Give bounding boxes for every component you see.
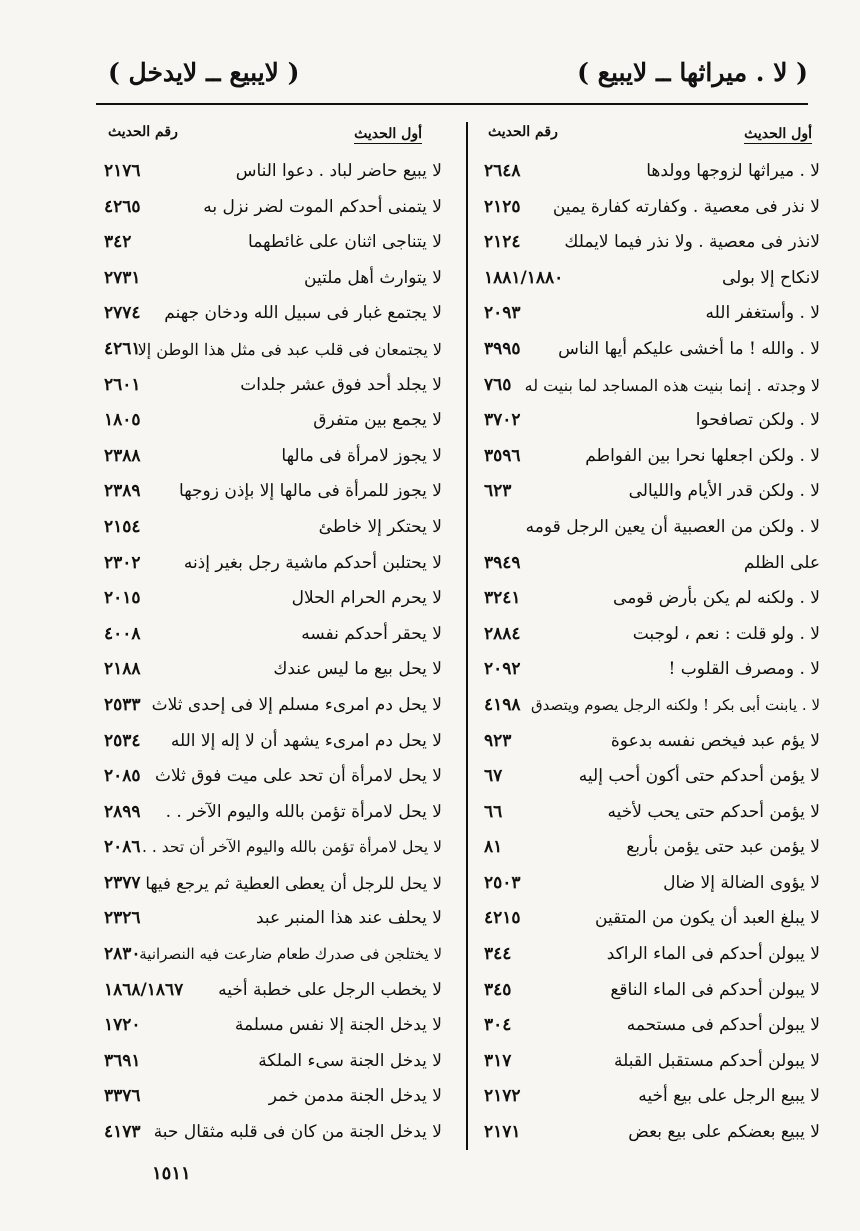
index-entry <box>480 332 820 368</box>
index-entry <box>480 1079 820 1115</box>
index-entry <box>480 759 820 795</box>
index-entry <box>100 368 456 404</box>
index-entry <box>100 901 456 937</box>
hadith-number: ٨١ <box>484 837 503 858</box>
index-entry <box>480 724 820 760</box>
hadith-start-text: لا يدخل الجنة إلا نفس مسلمة <box>234 1015 442 1036</box>
right-column-rows <box>480 154 820 1151</box>
index-entry <box>100 190 456 226</box>
hadith-start-text: لا يؤم عبد فيخص نفسه بدعوة <box>610 730 820 751</box>
hadith-number: ٦٦ <box>484 801 503 822</box>
hadith-start-text: لا يدخل الجنة من كان فى قلبه مثقال حبة <box>153 1122 442 1143</box>
hadith-number: ٢٦٠١ <box>104 374 141 395</box>
hadith-number: ٢٣٠٢ <box>104 552 141 573</box>
hadith-start-text: لا نذر فى معصية . وكفارته كفارة يمين <box>552 196 820 217</box>
hadith-start-text: لا يبولن أحدكم فى مستحمه <box>626 1015 820 1036</box>
index-entry <box>100 973 456 1009</box>
hadith-number: ٣٥٩٦ <box>484 445 521 466</box>
index-entry <box>100 830 456 866</box>
hadith-number-header: رقم الحديث <box>108 124 178 140</box>
hadith-number: ٦٢٣ <box>484 481 512 502</box>
index-entry <box>480 617 820 653</box>
hadith-start-text: لا يجلد أحد فوق عشر جلدات <box>240 374 442 395</box>
left-column <box>100 122 456 1151</box>
index-entry <box>480 510 820 546</box>
hadith-number: ٢٠٩٣ <box>484 303 521 324</box>
hadith-number: ٣٦٩١ <box>104 1050 141 1071</box>
hadith-number: ٢٨٩٩ <box>104 801 141 822</box>
hadith-start-text: لا يجوز للمرأة فى مالها إلا بإذن زوجها <box>179 481 442 502</box>
left-column-rows <box>100 154 456 1151</box>
hadith-start-text: لا يبولن أحدكم فى الماء الراكد <box>606 944 820 965</box>
hadith-number: ٢٣٢٦ <box>104 908 141 929</box>
hadith-number: ١٨٨١/١٨٨٠ <box>484 267 564 288</box>
hadith-number: ٣٤٥ <box>484 979 512 1000</box>
hadith-start-text: لا يتوارث أهل ملتين <box>304 267 442 288</box>
hadith-start-text: لا يحقر أحدكم نفسه <box>301 623 442 644</box>
hadith-number: ٢٥٣٣ <box>104 694 141 715</box>
hadith-start-text: لا . يابنت أبى بكر ! ولكنه الرجل يصوم ويتصدق <box>530 695 820 714</box>
hadith-number: ٢٥٣٤ <box>104 730 141 751</box>
hadith-start-text: لا يجوز لامرأة فى مالها <box>281 445 442 466</box>
hadith-number: ٢٧٧٤ <box>104 303 141 324</box>
hadith-start-text: لا . ومصرف القلوب ! <box>668 659 820 680</box>
hadith-start-text: لا يحل لامرأة أن تحد على ميت فوق ثلاث <box>155 766 442 787</box>
hadith-start-text: لا يحرم الحرام الحلال <box>291 588 442 609</box>
hadith-number: ٦٧ <box>484 766 503 787</box>
hadith-start-text: لا يحل دم امرىء مسلم إلا فى إحدى ثلاث <box>151 694 442 715</box>
hadith-start-text: لا وجدته . إنما بنيت هذه المساجد لما بنيت له <box>524 375 820 395</box>
index-entry <box>480 688 820 724</box>
header-right-title: ( لا . ميراثها ــ لايبيع ) <box>577 58 808 87</box>
index-entry <box>100 403 456 439</box>
index-entry <box>480 1008 820 1044</box>
right-column-header <box>480 122 820 154</box>
hadith-number: ٣٢٤١ <box>484 588 521 609</box>
hadith-number: ٣٤٤ <box>484 944 512 965</box>
hadith-start-text: لا . والله ! ما أخشى عليكم أيها الناس <box>558 338 820 359</box>
index-entry <box>480 225 820 261</box>
index-entry <box>480 1044 820 1080</box>
index-entry <box>100 937 456 973</box>
hadith-number: ١٧٢٠ <box>104 1015 141 1036</box>
hadith-number: ٢٨٣٠ <box>104 944 141 965</box>
hadith-start-text: لا يتناجى اثنان على غائطهما <box>248 232 442 253</box>
hadith-start-header: أول الحديث <box>354 126 422 142</box>
index-entry <box>480 937 820 973</box>
hadith-start-text: لا . ولكن تصافحوا <box>695 410 820 431</box>
hadith-start-text: لانذر فى معصية . ولا نذر فيما لايملك <box>564 232 820 253</box>
index-entry <box>480 296 820 332</box>
index-entry <box>480 830 820 866</box>
hadith-start-text: لا يبيع بعضكم على بيع بعض <box>628 1122 820 1143</box>
hadith-start-text: لا . ولكن اجعلها نحرا بين الفواطم <box>585 445 820 466</box>
index-entry <box>100 795 456 831</box>
hadith-start-text: لا يدخل الجنة مدمن خمر <box>268 1086 442 1107</box>
hadith-number: ١٨٠٥ <box>104 410 141 431</box>
hadith-start-text: لا يجتمع غبار فى سبيل الله ودخان جهنم <box>164 303 442 324</box>
hadith-number: ٢٣٧٧ <box>104 872 141 893</box>
header-left-title: ( لايبيع ــ لايدخل ) <box>108 58 300 87</box>
hadith-number: ٣٠٤ <box>484 1015 512 1036</box>
hadith-start-text: لا يؤمن أحدكم حتى يحب لأخيه <box>607 801 820 822</box>
index-entry <box>100 510 456 546</box>
hadith-start-text: لا يحل لامرأة تؤمن بالله واليوم الآخر . . <box>165 801 442 822</box>
hadith-start-text: لا يخطب الرجل على خطبة أخيه <box>218 979 442 1000</box>
index-entry <box>480 368 820 404</box>
index-entry <box>100 759 456 795</box>
hadith-start-text: لا . ولو قلت : نعم ، لوجبت <box>632 623 820 644</box>
hadith-number: ٣٣٧٦ <box>104 1086 141 1107</box>
hadith-start-text: لا يبولن أحدكم مستقبل القبلة <box>613 1050 820 1071</box>
hadith-number: ٣٩٤٩ <box>484 552 521 573</box>
hadith-start-text: لانكاح إلا بولى <box>721 267 820 288</box>
index-entry <box>480 795 820 831</box>
index-entry <box>480 474 820 510</box>
hadith-number: ٢٠١٥ <box>104 588 141 609</box>
index-entry <box>100 261 456 297</box>
right-column <box>480 122 820 1151</box>
hadith-start-text: لا يختلجن فى صدرك طعام ضارعت فيه النصرانية <box>139 945 442 964</box>
hadith-start-text: لا يجتمعان فى قلب عبد فى مثل هذا الوطن إلا <box>137 339 442 359</box>
index-entry <box>480 546 820 582</box>
index-entry <box>100 154 456 190</box>
index-entry <box>100 724 456 760</box>
hadith-number: ٢٠٨٦ <box>104 837 141 858</box>
hadith-start-text: لا يبيع الرجل على بيع أخيه <box>638 1086 820 1107</box>
index-entry <box>100 688 456 724</box>
index-entry <box>100 1044 456 1080</box>
hadith-number: ٢٣٨٨ <box>104 445 141 466</box>
hadith-number: ٤٢١٥ <box>484 908 521 929</box>
hadith-start-text: لا يتمنى أحدكم الموت لضر نزل به <box>203 196 442 217</box>
hadith-number: ٢١٧٦ <box>104 161 141 181</box>
index-entry <box>100 439 456 475</box>
page-number: ١٥١١ <box>152 1163 191 1184</box>
hadith-number: ٣١٧ <box>484 1050 512 1071</box>
hadith-number: ٢١٥٤ <box>104 516 141 537</box>
hadith-number: ٣٧٠٢ <box>484 410 521 431</box>
index-entry <box>100 1115 456 1151</box>
index-entry <box>100 866 456 902</box>
index-entry <box>480 154 820 190</box>
left-column-header <box>100 122 456 154</box>
index-entry <box>480 973 820 1009</box>
index-entry <box>480 439 820 475</box>
index-entry <box>100 652 456 688</box>
header-rule <box>96 103 808 105</box>
hadith-number: ٢٦٤٨ <box>484 161 521 181</box>
hadith-start-text: لا يحل للرجل أن يعطى العطية ثم يرجع فيها <box>145 873 442 893</box>
hadith-start-text: لا يحل لامرأة تؤمن بالله واليوم الآخر أن تحد . . <box>142 838 442 857</box>
hadith-start-text: لا . ولكن من العصبية أن يعين الرجل قومه <box>525 516 820 537</box>
index-entry <box>100 296 456 332</box>
index-entry <box>480 403 820 439</box>
hadith-start-text: لا يدخل الجنة سىء الملكة <box>258 1050 442 1071</box>
index-entry <box>100 332 456 368</box>
hadith-number: ٢١٧٢ <box>484 1086 521 1107</box>
index-entry <box>480 261 820 297</box>
hadith-number: ٤١٧٣ <box>104 1122 141 1143</box>
hadith-start-text: لا يؤوى الضالة إلا ضال <box>663 872 820 893</box>
hadith-number: ٢١٧١ <box>484 1122 521 1143</box>
index-entry <box>100 225 456 261</box>
index-entry <box>480 581 820 617</box>
hadith-number: ٧٦٥ <box>484 374 512 395</box>
hadith-start-text: لا . ولكنه لم يكن بأرض قومى <box>613 588 820 609</box>
hadith-number: ٢١٨٨ <box>104 659 141 680</box>
hadith-number: ٢١٢٥ <box>484 196 521 217</box>
column-divider <box>466 122 468 1150</box>
hadith-start-text: لا يجمع بين متفرق <box>313 410 442 431</box>
hadith-start-text: لا يؤمن عبد حتى يؤمن بأربع <box>626 837 820 858</box>
hadith-start-text: لا يبولن أحدكم فى الماء الناقع <box>610 979 820 1000</box>
index-entry <box>100 581 456 617</box>
index-entry <box>100 1008 456 1044</box>
hadith-number: ٢٥٠٣ <box>484 872 521 893</box>
hadith-number: ٢٧٣١ <box>104 267 141 288</box>
index-entry <box>480 190 820 226</box>
hadith-number: ٤١٩٨ <box>484 694 521 715</box>
index-entry <box>480 1115 820 1151</box>
index-entry <box>480 901 820 937</box>
index-entry <box>100 546 456 582</box>
hadith-start-text: لا . ميراثها لزوجها وولدها <box>646 161 820 181</box>
hadith-number: ٤٢٦٥ <box>104 196 141 217</box>
index-entry <box>100 1079 456 1115</box>
hadith-start-text: لا يحتكر إلا خاطئ <box>318 516 442 537</box>
hadith-start-text: لا . ولكن قدر الأيام والليالى <box>628 481 820 502</box>
hadith-number: ٤٢٦١ <box>104 338 141 359</box>
hadith-start-text: لا يبيع حاضر لباد . دعوا الناس <box>235 161 442 181</box>
hadith-start-header: أول الحديث <box>744 126 812 142</box>
index-entry <box>480 652 820 688</box>
index-entry <box>100 617 456 653</box>
index-entry <box>100 474 456 510</box>
hadith-number: ١٨٦٨/١٨٦٧ <box>104 979 184 1000</box>
hadith-number: ٢٠٨٥ <box>104 766 141 787</box>
hadith-number: ٢٣٨٩ <box>104 481 141 502</box>
hadith-start-text: لا يبلغ العبد أن يكون من المتقين <box>595 908 820 929</box>
hadith-number: ٢١٢٤ <box>484 232 521 253</box>
index-entry <box>480 866 820 902</box>
hadith-start-text: لا يحل بيع ما ليس عندك <box>273 659 442 680</box>
hadith-number: ٩٢٣ <box>484 730 512 751</box>
hadith-number: ٣٤٢ <box>104 232 132 253</box>
hadith-start-text: لا . وأستغفر الله <box>705 303 820 324</box>
hadith-number: ٤٠٠٨ <box>104 623 141 644</box>
hadith-start-text: على الظلم <box>743 552 820 573</box>
hadith-start-text: لا يحلف عند هذا المنبر عبد <box>255 908 442 929</box>
hadith-start-text: لا يحتلبن أحدكم ماشية رجل بغير إذنه <box>183 552 442 573</box>
hadith-start-text: لا يحل دم امرىء يشهد أن لا إله إلا الله <box>170 730 442 751</box>
hadith-start-text: لا يؤمن أحدكم حتى أكون أحب إليه <box>578 766 820 787</box>
hadith-number: ٣٩٩٥ <box>484 338 521 359</box>
hadith-number: ٢٠٩٢ <box>484 659 521 680</box>
hadith-number-header: رقم الحديث <box>488 124 558 140</box>
hadith-number: ٢٨٨٤ <box>484 623 521 644</box>
